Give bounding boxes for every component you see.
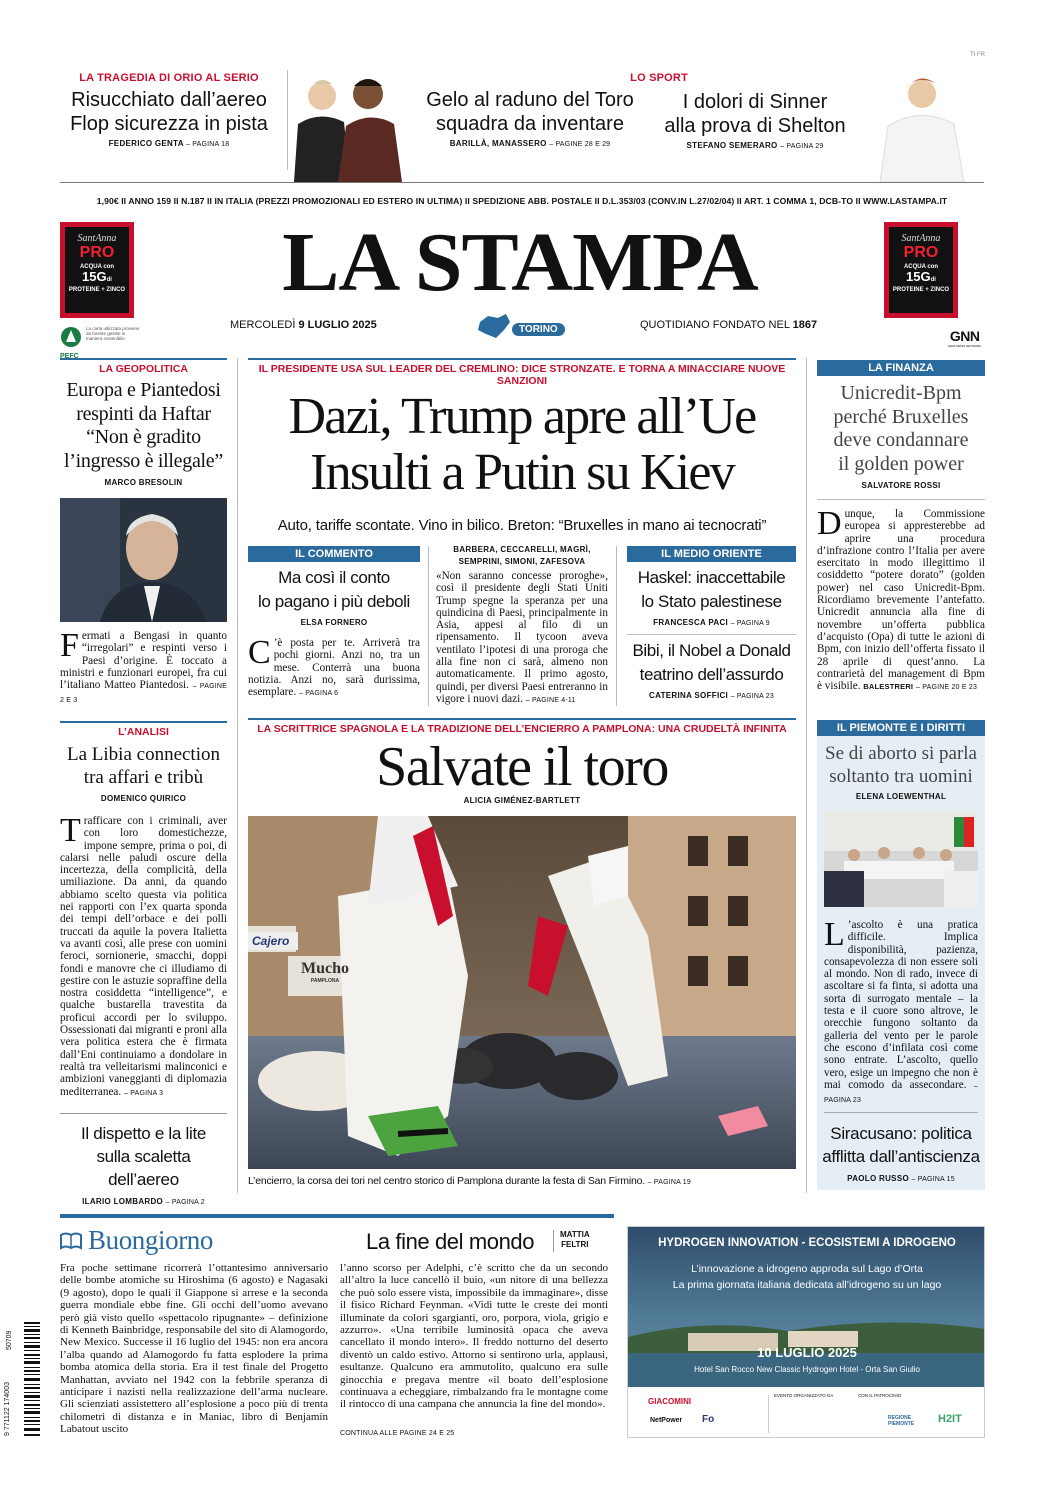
teaser-line1: Risucchiato dall’aereo [71, 89, 267, 111]
article-body: «Non saranno concesse proroghe», così il presidente degli Stati Uniti Trump spegne la speranza per una quindicina di Paesi, principalmente in Asia, appesi al filo di un ripensamento. Il tycoon aveva ventilato l’ipotesi di una proroga che alla fine non ci sarà, almeno non automaticamente. Il primo agosto, quindi, per diversi Paesi entreranno in vigore i nuovi dazi. – PAGINE 4-11 [436, 570, 608, 705]
sponsor-netpower: NetPower [650, 1417, 683, 1424]
teaser-line2: squadra da inventare [436, 113, 624, 135]
patron-h2it: H2IT [938, 1413, 962, 1425]
soccer-photo [290, 64, 420, 182]
headline: Haskel: inaccettabile lo Stato palestinese [637, 568, 786, 611]
column-author: MATTIA FELTRI [560, 1230, 590, 1249]
barcode-side: 50709 [6, 1330, 13, 1350]
byline-2: PAOLO RUSSO – PAGINA 15 [847, 1174, 955, 1183]
teaser-kicker: LO SPORT [630, 72, 688, 84]
hydrogen-ad[interactable] [627, 1226, 985, 1438]
teaser-middle[interactable] [420, 72, 688, 148]
section-kicker: LA FINANZA [817, 360, 985, 376]
byline: ILARIO LOMBARDO – PAGINA 2 [82, 1197, 205, 1206]
headline: Europa e Piantedosi respinti da Haftar “Non è gradito l’ingresso è illegale” [64, 379, 223, 472]
article-body: Trafficare con i criminali, aver con loro domestichezze, impone sempre, prima o poi, di calarsi nelle paludi oscure della incertezza, della complicità, della umiliazione. Da anni, da quando abbiamo scelto questa via politica nei rapporti con l’ex quarta sponda dei tempi dell’orbace e dei polli truccati da aquile la povera Italietta va avanti così, alle prese con uomini feroci, sornionerie, smacchi, doppi fondi e manovre che ci illudiamo di gestire con le astuzie sopraffine della nostra cosiddetta “intelligence”, e qualche bustarella travestita da proficui accordi per lo sviluppo. Ossessionati dai migranti e proni alla vera politica estera che è firmata dall’Eni continuiamo a dondolare in realtà tra velleitarismi malinconici e ambizioni vaneggianti di diplomazia mediterranea. – PAGINA 3 [60, 812, 227, 1098]
article-body: L ’ascolto è una pratica difficile. Implica disponibilità, pazienza, consapevolezza di non essere soli al mondo. Non di rado, invece di ascoltare si fa finta, si adotta una sorta di surrogato mentale – la testa e il cuore sono altrove, le orecchie fungono soltanto da galleria del vento per le parole che escono d’infilata così come sono entrate. L’ascolto, quello vero, esige un impegno che non è mai comodo da assecondare. – PAGINA 23 [824, 916, 978, 1105]
article-piemonte[interactable] [817, 720, 985, 1190]
teaser-line1: I dolori di Sinner [682, 91, 828, 113]
piedmont-map-icon [476, 312, 512, 345]
lead-headline-2: Insulti a Putin su Kiev [310, 444, 734, 501]
encierro-photo [248, 816, 796, 1169]
meeting-photo [824, 811, 978, 907]
toro-kicker: LA SCRITTRICE SPAGNOLA E LA TRADIZIONE DELL’ENCIERRO A PAMPLONA: UNA CRUDELTÀ INFINITA [248, 718, 796, 735]
patron-regione: REGIONE PIEMONTE [888, 1415, 915, 1427]
article-dispetto[interactable] [60, 1122, 227, 1206]
ad-line3: PROTEINE + ZINCO [892, 287, 950, 293]
article-commento[interactable] [248, 546, 420, 700]
ad-title: HYDROGEN INNOVATION - ECOSISTEMI A IDROGENO [658, 1237, 956, 1249]
photo-caption: L’encierro, la corsa dei tori nel centro storico di Pamplona durante la festa di San Firmino. – PAGINA 19 [248, 1175, 691, 1187]
minister-photo [60, 498, 227, 622]
lead-kicker: IL PRESIDENTE USA SUL LEADER DEL CREMLINO: DICE STRONZATE. E TORNA A MINACCIARE NUOVE SANZIONI [248, 358, 796, 387]
byline: ELSA FORNERO [300, 618, 368, 627]
ad-brand: SantAnna [901, 233, 941, 244]
barcode [24, 1320, 40, 1440]
ad-line1: ACQUA con [79, 264, 115, 270]
ad-venue: Hotel San Rocco New Classic Hydrogen Hotel - Orta San Giulio [694, 1365, 920, 1374]
masthead-title: LA STAMPA [282, 216, 758, 309]
byline: BARBERA, CECCARELLI, MAGRÌ, SEMPRINI, SIMONI, ZAFESOVA [453, 545, 591, 566]
buongiorno-text-2: l’anno scorso per Adelphi, c’è scritto che da un secondo all’altro la luce cancellò il buio, «un nitore di una bellezza che può solo essere vista, impossibile da immaginare», disse il fisico Richard Feynman. «Vidi tutte le creste dei monti illuminate da colori sgargianti, oro, porpora, viola, grigio e azzurro». «Una terribile luminosità opaca che aveva cancellato il mondo intero». Il freddo notturno del deserto diventò un caldo estivo. Attorno si sentirono urla, applausi, esultanze. Qualcuno era ammutolito, qualcuno era sulle ginocchia e pregava mentre «il boato dell’esplosione continuava a echeggiare, rimbalzando fra le montagne come il rintocco di una campana che annuncia la fine del mondo». [340, 1262, 608, 1411]
lead-article[interactable] [248, 358, 796, 534]
teaser-byline: FEDERICO GENTA – PAGINA 18 [108, 139, 230, 148]
ad-brand: SantAnna [77, 233, 117, 244]
ad-date: 10 LUGLIO 2025 [757, 1345, 857, 1360]
corner-code: TI FR [970, 52, 985, 58]
section-kicker: IL COMMENTO [248, 546, 420, 562]
byline: ELENA LOEWENTHAL [855, 792, 947, 801]
headline-2: Siracusano: politica afflitta dall’antiscienza [822, 1124, 980, 1166]
teaser-right[interactable] [650, 72, 860, 150]
article-dazi[interactable] [436, 544, 608, 707]
headline: Il dispetto e la lite sulla scaletta dell’aereo [80, 1124, 207, 1189]
section-kicker: IL MEDIO ORIENTE [627, 546, 796, 562]
ad-pro: PRO [903, 244, 939, 261]
headline-2: Bibi, il Nobel a Donald teatrino dell’assurdo [632, 641, 791, 684]
article-body: Fermati a Bengasi in quanto “irregolari” e respinti verso i Paesi d’origine. È toccato a ministri e funzionari europei, fra cui l’italiano Matteo Piantedosi. – PAGINE 2 E 3 [60, 627, 227, 705]
tennis-photo [860, 66, 970, 182]
toro-article[interactable] [248, 718, 796, 805]
info-line: 1,90€ II ANNO 159 II N.187 II IN ITALIA (PREZZI PROMOZIONALI ED ESTERO IN ULTIMA) II SPEDIZIONE ABB. POSTALE II D.L.353/03 (CONV.IN L.27/02/04) II ART. 1 COMMA 1, DCB-TO II WWW.LASTAMPA.IT [96, 196, 948, 206]
ad-line1: L’innovazione a idrogeno approda sul Lago d’Orta [691, 1263, 923, 1275]
teaser-left[interactable] [60, 72, 278, 148]
column-title: La fine del mondo [366, 1229, 535, 1254]
ad-pro: PRO [79, 244, 115, 261]
article-body: Dunque, la Commissione europea si appresterebbe ad aprire una procedura d’infrazione contro l’Italia per avere esercitato in modo illegittimo il cosiddetto “potere dorato” (golden power) nel caso Unicredit-Bpm. Ricordiamo brevemente l’antefatto. Unicredit annuncia alla fine di novembre un’offerta pubblica d’acquisto (Opa) di tutte le azioni di Bpm, con inizio dell’offerta fissato il 28 aprile di quest’anno. La contrarietà del management di Bpm è visibile. BALESTRERI – PAGINE 20 E 23 [817, 505, 985, 693]
ad-line2: La prima giornata italiana dedicata all’idrogeno su un lago [672, 1279, 942, 1291]
teaser-line2: Flop sicurezza in pista [70, 113, 268, 135]
section-kicker: L’ANALISI [60, 721, 227, 738]
article-analisi[interactable] [60, 721, 227, 1100]
teaser-line2: alla prova di Shelton [664, 115, 846, 137]
section-kicker: LA GEOPOLITICA [60, 358, 227, 375]
masthead-date: MERCOLEDÌ 9 LUGLIO 2025 [230, 319, 377, 331]
article-finanza[interactable] [817, 360, 985, 694]
ad-box-left[interactable] [60, 222, 134, 318]
teaser-line1: Gelo al raduno del Toro [426, 89, 634, 111]
patronage-label: CON IL PATROCINIO [858, 1393, 902, 1398]
teaser-byline: STEFANO SEMERARO – PAGINA 29 [686, 141, 824, 150]
headline: Ma così il conto lo pagano i più deboli [258, 568, 410, 611]
headline: La Libia connection tra affari e tribù [67, 744, 220, 788]
ad-line2: 15Gdi [82, 269, 112, 284]
lead-subhead: Auto, tariffe scontate. Vino in bilico. Breton: “Bruxelles in mano ai tecnocrati” [277, 517, 767, 534]
byline: FRANCESCA PACI – PAGINA 9 [653, 618, 770, 627]
lead-headline-1: Dazi, Trump apre all’Ue [288, 388, 756, 445]
byline: MARCO BRESOLIN [104, 478, 183, 487]
article-geopolitica[interactable] [60, 358, 227, 708]
headline: Se di aborto si parla soltanto tra uomini [825, 743, 977, 787]
sponsor-giacomini: GIACOMINI [648, 1397, 692, 1406]
barcode-number: 9 771122 174003 [4, 1382, 11, 1436]
headline: Unicredit-Bpm perché Bruxelles deve condannare il golden power [833, 382, 969, 475]
organizer-label: EVENTO ORGANIZZATO DA [774, 1393, 834, 1398]
teaser-kicker: LA TRAGEDIA DI ORIO AL SERIO [79, 72, 259, 84]
city-badge: TORINO [512, 323, 565, 336]
ad-line1: ACQUA con [903, 264, 939, 270]
ad-box-right[interactable] [884, 222, 958, 318]
sponsor-fo: Fo [702, 1414, 715, 1425]
section-kicker: IL PIEMONTE E I DIRITTI [817, 720, 985, 736]
pefc-logo: PEFC La carta utilizzata proviene da foreste gestite in maniera sostenibile [60, 326, 140, 360]
founded: QUOTIDIANO FONDATO NEL 1867 [640, 319, 818, 331]
ad-line2: 15Gdi [906, 269, 936, 284]
sign-mucho: Mucho PAMPLONA [301, 960, 349, 984]
byline: SALVATORE ROSSI [861, 481, 941, 490]
teaser-byline: BARILLÀ, MANASSERO – PAGINE 28 E 29 [449, 139, 611, 148]
byline: DOMENICO QUIRICO [100, 794, 187, 803]
buongiorno-text-1: Fra poche settimane ricorrerà l’ottantesimo anniversario delle bombe atomiche su Hiroshima (6 agosto) e Nagasaki (9 agosto), dopo le quali il Giappone si arrese e la seconda guerra mondiale ebbe fine. Gli occhi dell’uomo avevano però già visto quello «spettacolo ripugnante» – definizione di Kenneth Bainbridge, responsabile del sito di Alamogordo, New Mexico. Successe il 16 luglio del 1945: non era ancora l’alba quando ad Alamogordo fu fatta esplodere la prima bomba atomica della storia. Era il test finale del Progetto Manhattan, avviato nel 1942 con la febbrile speranza di anticipare i nazisti nella realizzazione dell’arma nucleare. Gli scienziati assistettero all’esplosione a poco più di trenta chilometri di distanza e in Maniac, libro di Benjamín Labatout uscito [60, 1262, 328, 1436]
buongiorno-heading: Buongiorno [60, 1225, 213, 1256]
article-body: C ’è posta per te. Arriverà tra pochi giorni. Anzi no, tra un mese. Conterrà una buona notizia. Anzi no, sarà durissima, esemplare. – PAGINA 6 [248, 634, 420, 699]
byline: ALICIA GIMÉNEZ-BARTLETT [463, 796, 581, 805]
toro-title: Salvate il toro [376, 736, 668, 798]
byline-2: CATERINA SOFFICI – PAGINA 23 [649, 691, 774, 700]
article-medio-oriente[interactable] [627, 546, 796, 700]
continua-link[interactable]: CONTINUA ALLE PAGINE 24 E 25 [340, 1430, 455, 1437]
ad-line3: PROTEINE + ZINCO [68, 287, 126, 293]
sign-cajero: Cajero [248, 932, 298, 950]
book-icon [60, 1232, 82, 1250]
gnn-logo: GNN GEDI NEWS NETWORK [948, 328, 982, 348]
